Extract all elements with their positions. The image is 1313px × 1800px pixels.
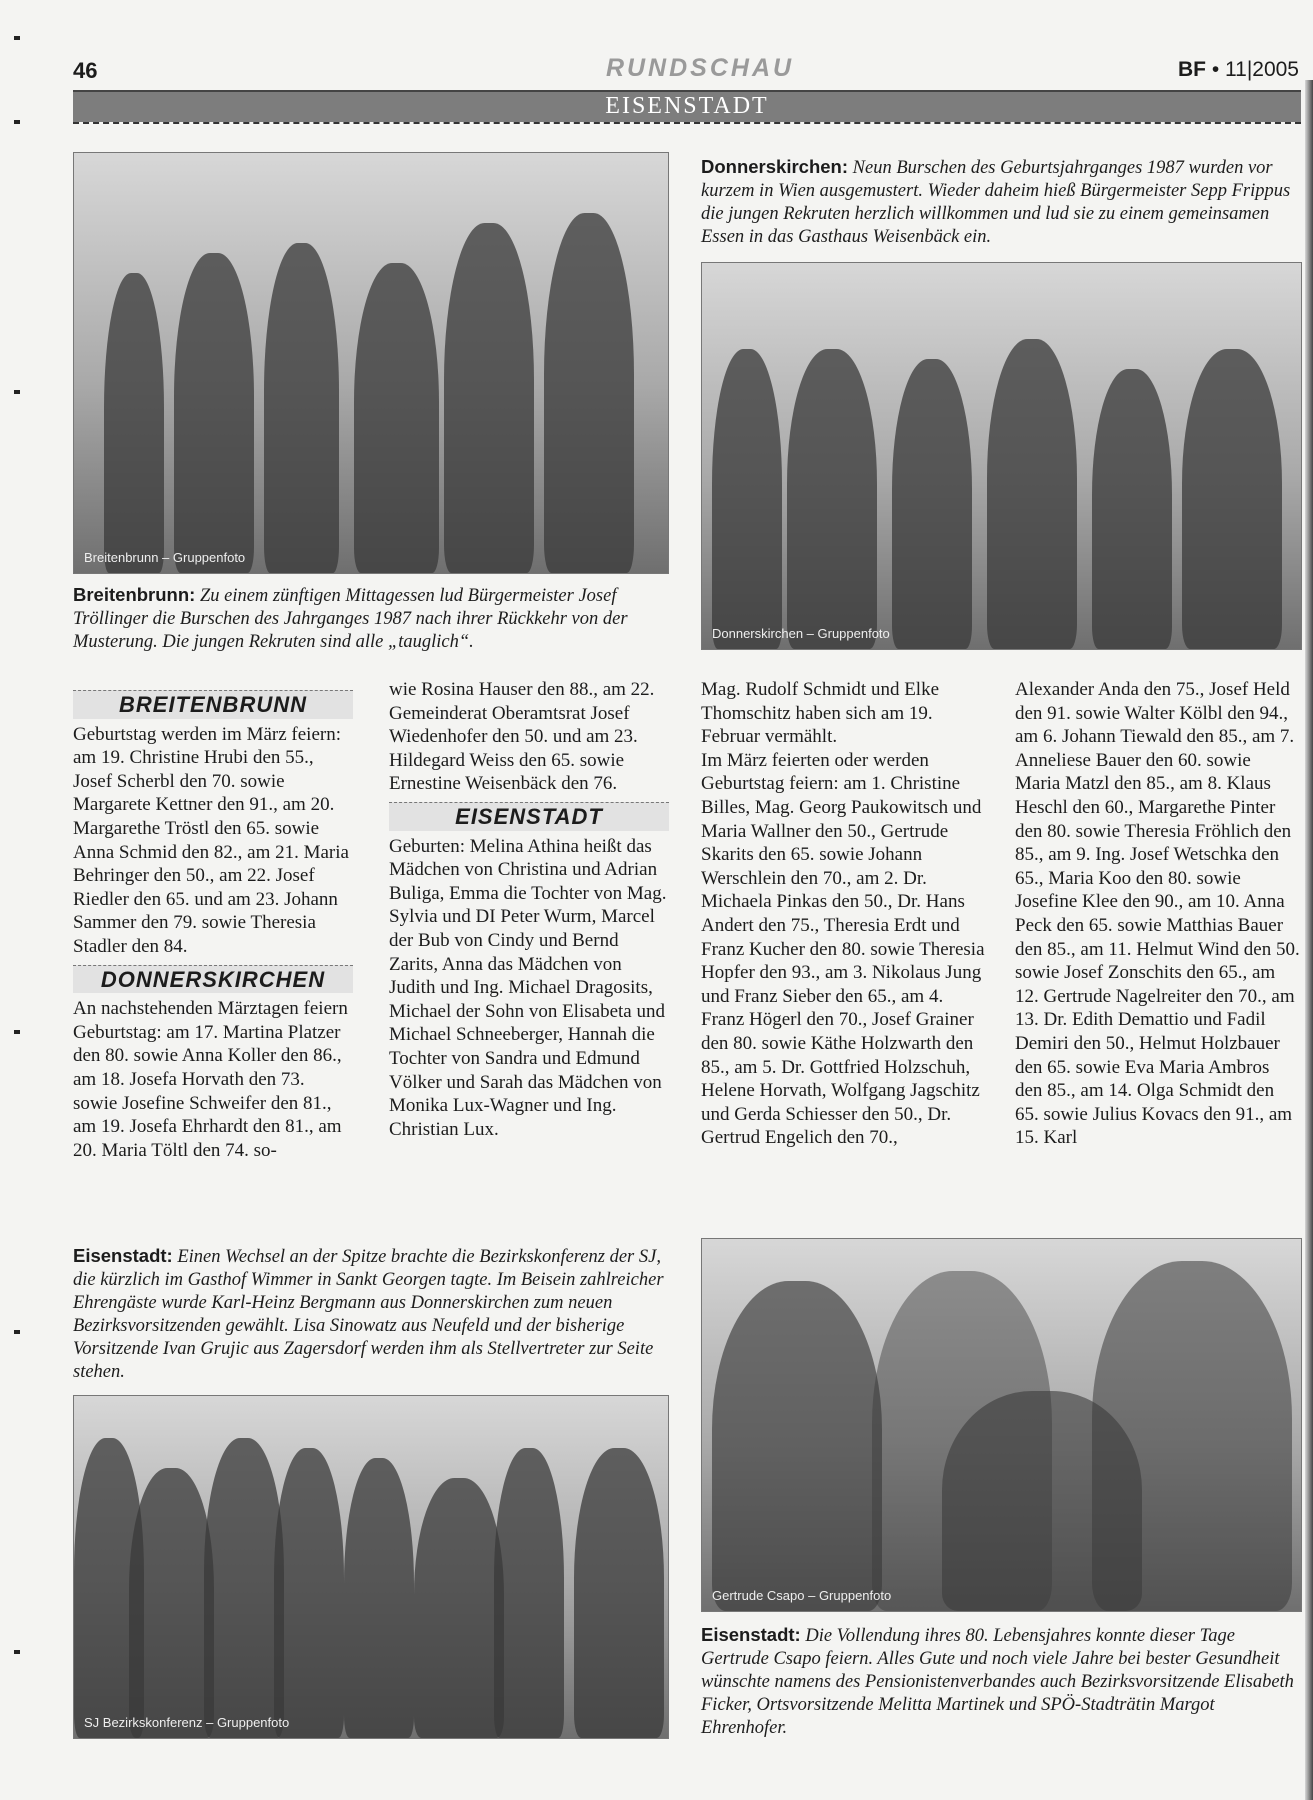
scan-mark [14,1650,20,1654]
issue-label [1178,58,1299,82]
section-divider [73,122,1301,124]
caption-place: Donnerskirchen: [701,156,849,177]
photo-csapo [701,1238,1302,1612]
section-band [73,90,1301,122]
scan-mark [14,120,20,124]
photo-label: Gertrude Csapo – Gruppenfoto [712,1588,892,1603]
photo-label: Donnerskirchen – Gruppenfoto [712,626,890,641]
issue-number: 11|2005 [1225,58,1299,81]
column-text: Mag. Rudolf Schmidt und Elke Thomschitz haben sich am 19. Februar vermählt. [701,679,940,748]
caption-place: Breitenbrunn: [73,584,196,605]
page-number: 46 [73,58,98,83]
column-text: Im März feierten oder werden Geburtstag feiern: am 1. Christine Billes, Mag. Georg Paukowitsch und Maria Wallner den 50., Gertrude Skarits den 65. sowie Johann Werschlein den 70., am 2. Dr. Michaela Pinkas den 50., Dr. Hans Andert den 75., Theresia Erdt und Franz Kucher den 80. sowie Theresia Hopfer den 93., am 3. Nikolaus Jung und Franz Sieber den 65., am 4. Franz Högerl den 70., Josef Grainer den 80. sowie Käthe Holzwarth den 85., am 5. Dr. Gottfried Holzschuh, Helene Horvath, Wolfgang Jagschitz und Gerda Schiesser den 50., Dr. Gertrud Engelich den 70., [701,749,985,1149]
caption-text: Die Vollendung ihres 80. Lebensjahres konnte dieser Tage Gertrude Csapo feiern. Alles Gute und noch viele Jahre bei bester Gesundheit wünschte namens des Pensionistenverbandes auch Bezirksvorsitzende Elisabeth Ficker, Ortsvorsitzende Melitta Martinek und SPÖ-Stadträtin Margot Ehrenhofer. [701,1626,1294,1738]
article-column-1 [73,684,353,1162]
caption-sj [73,1244,667,1384]
bullet-separator: • [1211,58,1220,81]
photo-label: Breitenbrunn – Gruppenfoto [84,550,246,565]
section-title: EISENSTADT [605,93,769,119]
section-heading-donnerskirchen: DONNERSKIRCHEN [73,965,353,994]
caption-breitenbrunn [73,583,667,654]
scan-mark [14,1330,20,1334]
scan-mark [14,390,20,394]
photo-label: SJ Bezirkskonferenz – Gruppenfoto [84,1715,290,1730]
article-column-2 [389,678,669,1141]
photo-sj [73,1395,669,1739]
column-text: wie Rosina Hauser den 88., am 22. Gemeinderat Oberamtsrat Josef Wiedenhofer den 50. und am 23. Hildegard Weiss den 65. sowie Ernestine Weisenbäck den 76. [389,679,655,795]
scan-mark [14,36,20,40]
caption-text: Einen Wechsel an der Spitze brachte die Bezirkskonferenz der SJ, die kürzlich im Gasthof Wimmer in Sankt Georgen tagte. Im Beisein zahlreicher Ehrengäste wurde Karl-Heinz Bergmann aus Donnerskirchen zum neuen Bezirksvorsitzenden gewählt. Lisa Sinowatz aus Neufeld und der bisherige Vorsitzende Ivan Grujic aus Zagersdorf werden ihm als Stellvertreter zur Seite stehen. [73,1247,664,1382]
brand-label: BF [1177,58,1206,81]
scan-edge-shadow [1305,80,1313,1800]
section-rubric: RUNDSCHAU [605,54,795,82]
photo-breitenbrunn [73,152,669,574]
section-heading-eisenstadt: EISENSTADT [389,802,669,831]
article-column-4 [1015,678,1300,1150]
column-text: Geburten: Melina Athina heißt das Mädchen von Christina und Adrian Buliga, Emma die Tochter von Mag. Sylvia und DI Peter Wurm, Marcel der Bub von Cindy und Bernd Zarits, Anna das Mädchen von Judith und Ing. Michael Dragosits, Michael der Sohn von Elisabeta und Michael Schneeberger, Hannah die Tochter von Sandra und Edmund Völker und Sarah das Mädchen von Monika Lux-Wagner und Ing. Christian Lux. [389,835,667,1140]
caption-csapo [701,1623,1300,1740]
caption-text: Zu einem zünftigen Mittagessen lud Bürgermeister Josef Tröllinger die Burschen des Jahrganges 1987 nach ihrer Rückkehr von der Musterung. Die jungen Rekruten sind alle „tauglich“. [73,586,628,652]
column-text: An nachstehenden Märztagen feiern Geburtstag: am 17. Martina Platzer den 80. sowie Anna Koller den 86., am 18. Josefa Horvath den 73. sowie Josefine Schweifer den 81., am 19. Josefa Ehrhardt den 81., am 20. Maria Töltl den 74. so- [73,998,348,1161]
caption-text: Neun Burschen des Geburtsjahrganges 1987 wurden vor kurzem in Wien ausgemustert. Wieder daheim hieß Bürgermeister Sepp Frippus die jungen Rekruten herzlich willkommen und lud sie zu einem gemeinsamen Essen in das Gasthaus Weisenbäck ein. [701,158,1291,247]
column-text: Geburtstag werden im März feiern: am 19. Christine Hrubi den 55., Josef Scherbl den 70. sowie Margarete Kettner den 91., am 20. Margarethe Tröstl den 65. sowie Anna Schmid den 82., am 21. Maria Behringer den 50., am 22. Josef Riedler den 65. und am 23. Johann Sammer den 79. sowie Theresia Stadler den 84. [73,723,349,957]
caption-donnerskirchen [701,155,1299,249]
column-text: Alexander Anda den 75., Josef Held den 91. sowie Walter Kölbl den 94., am 6. Johann Tiewald den 85., am 7. Anneliese Bauer den 60. sowie Maria Matzl den 85., am 8. Klaus Heschl den 60., Margarethe Pinter den 80. sowie Theresia Fröhlich den 85., am 9. Ing. Josef Wetschka den 65., Maria Koo den 80. sowie Josefine Klee den 90., am 10. Anna Peck den 65. sowie Matthias Bauer den 85., am 11. Helmut Wind den 50. sowie Josef Zonschits den 65., am 12. Gertrude Nagelreiter den 70., am 13. Dr. Edith Demattio und Fadil Demiri den 50., Helmut Holzbauer den 65. sowie Eva Maria Ambros den 85., am 14. Olga Schmidt den 65. sowie Julius Kovacs den 91., am 15. Karl [1015,679,1300,1149]
scan-mark [14,1030,20,1034]
caption-place: Eisenstadt: [701,1624,801,1645]
article-column-3 [701,678,991,1150]
section-heading-breitenbrunn: BREITENBRUNN [73,690,353,719]
caption-place: Eisenstadt: [73,1245,173,1266]
photo-donnerskirchen [701,262,1302,650]
